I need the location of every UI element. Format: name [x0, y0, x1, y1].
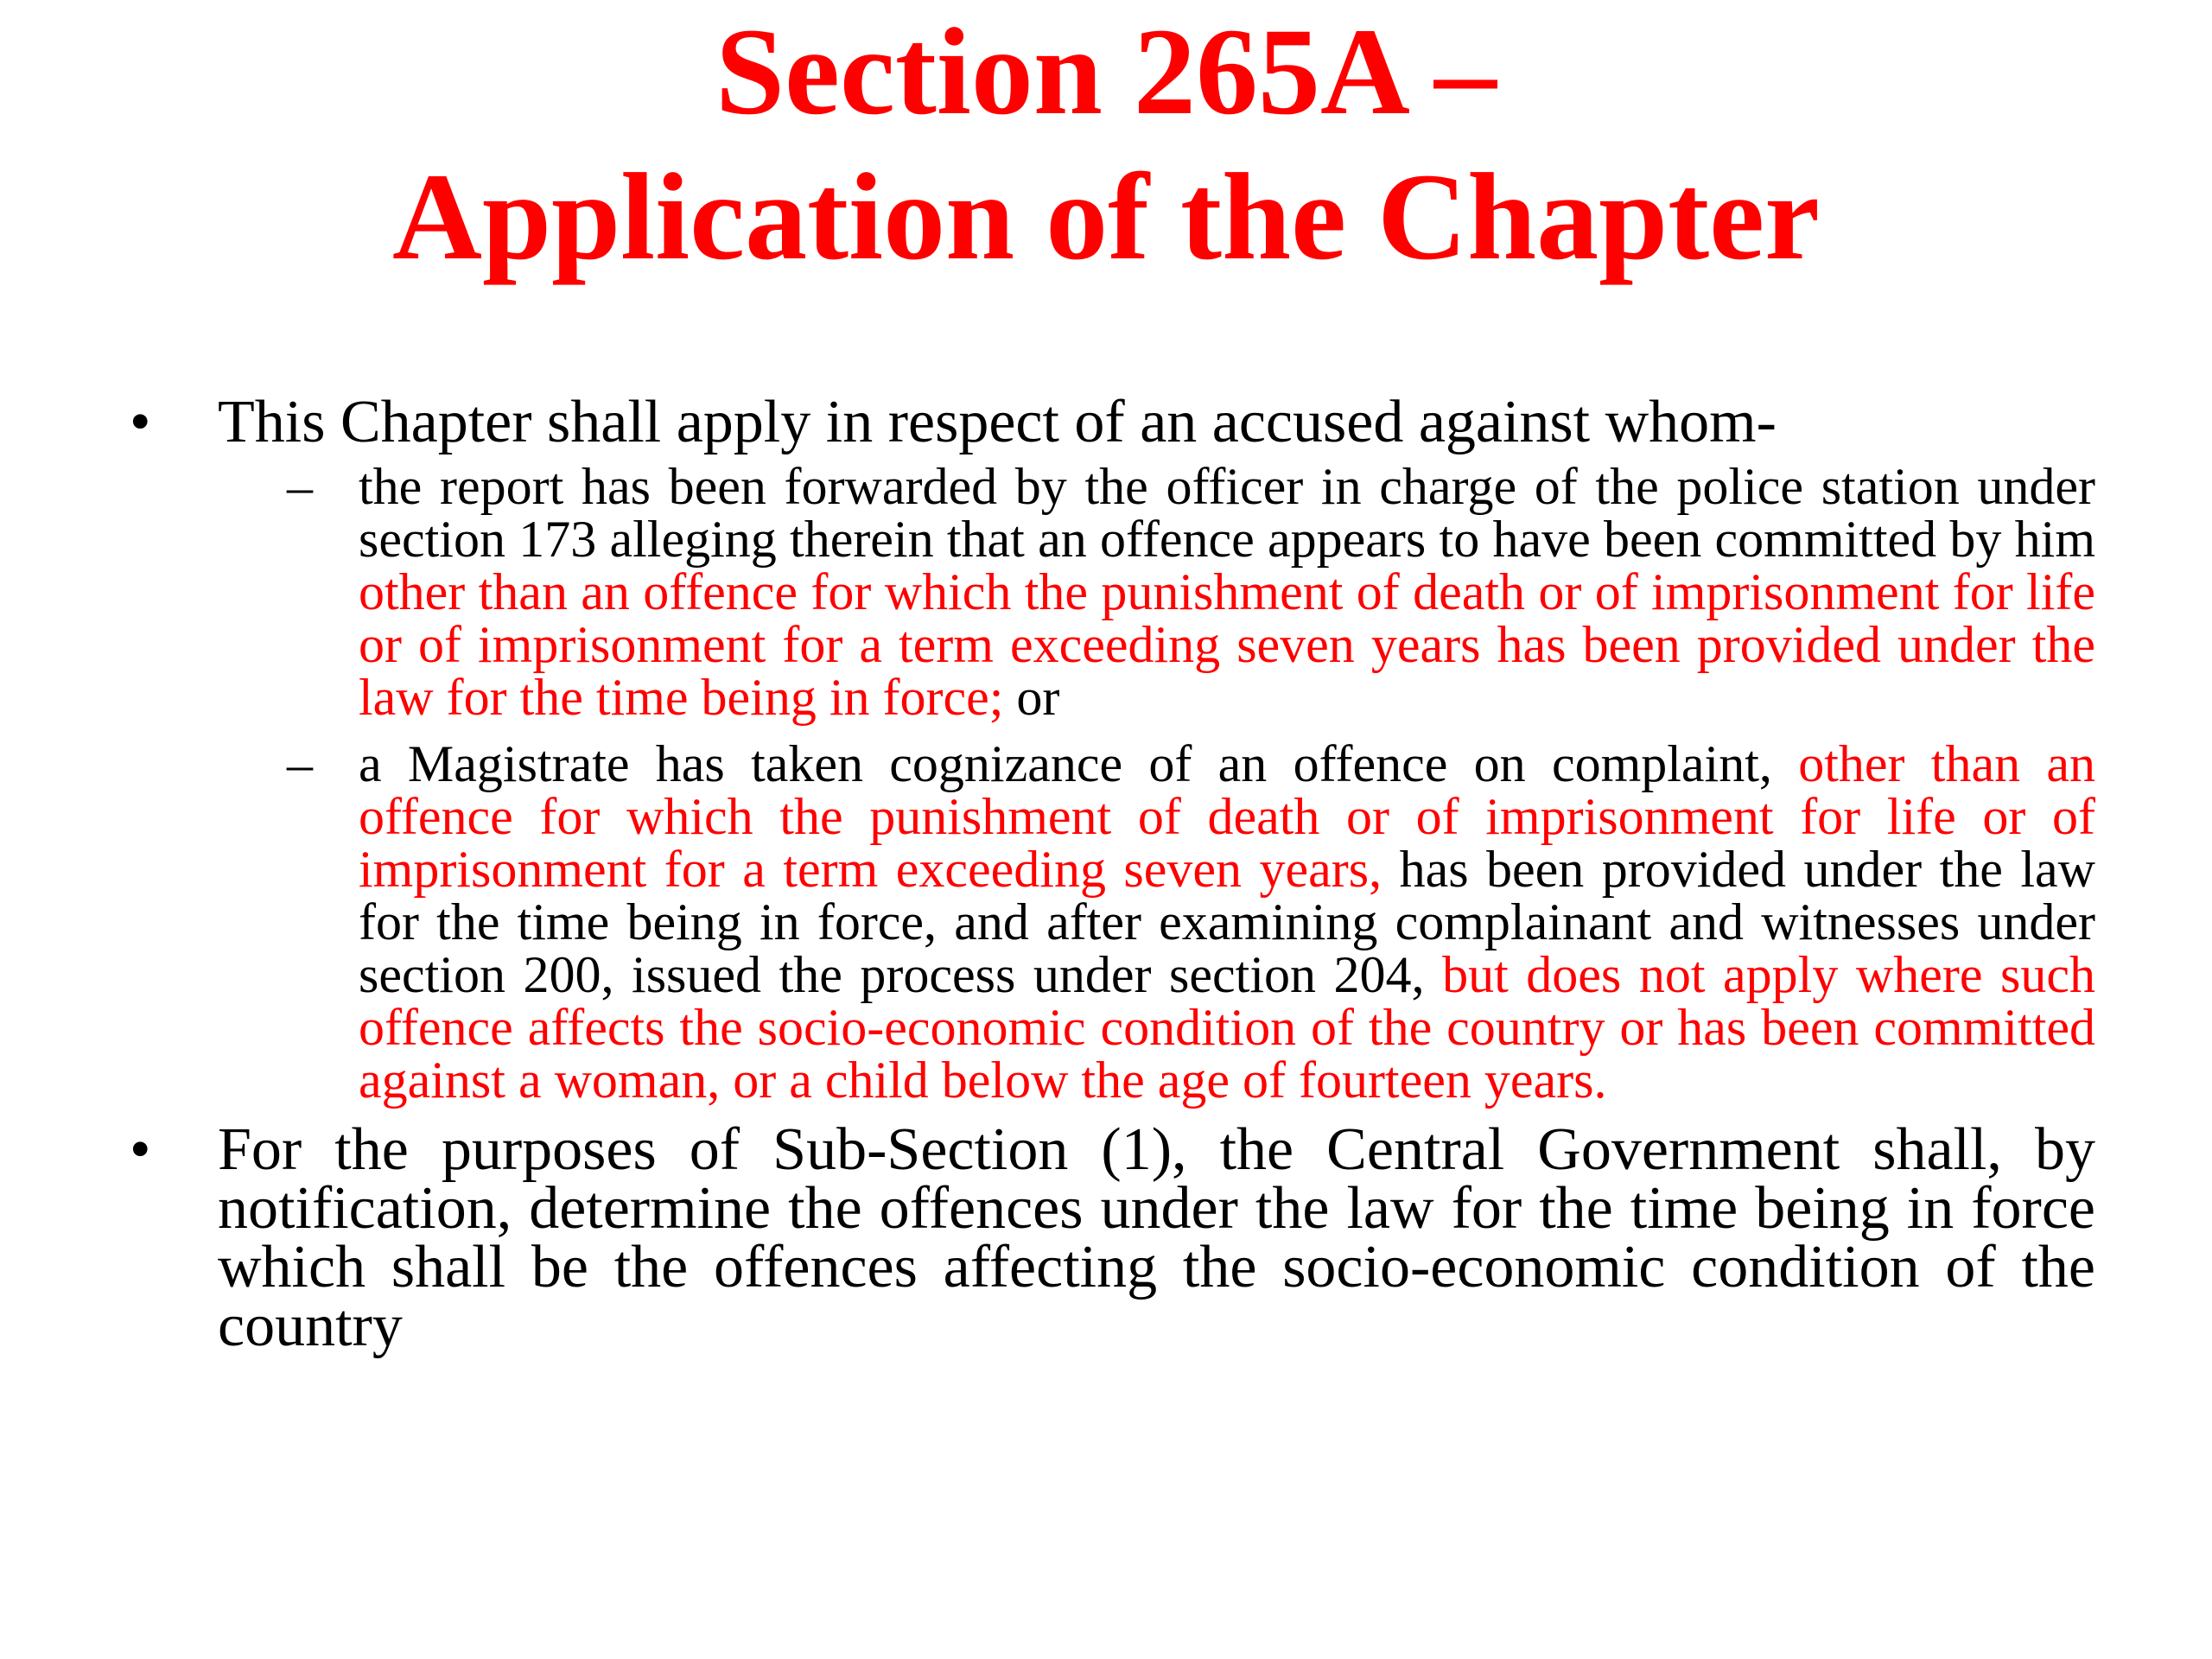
- sub-item-2: [130, 735, 2095, 1109]
- slide-title: [0, 0, 2212, 290]
- sub-item-highlight: other than an offence for which the punishment of death or of imprisonment for life or of imprisonment for a term exceeding seven years,: [359, 735, 2095, 898]
- bullet-text: This Chapter shall apply in respect of an accused against whom-: [218, 389, 1777, 455]
- bullet-marker: •: [130, 1116, 151, 1183]
- sub-item-marker: –: [287, 458, 313, 515]
- sub-item-text: a Magistrate has taken cognizance of an offence on complaint,: [359, 735, 1799, 792]
- sub-item-text: the report has been forwarded by the officer in charge of the police station under section 173 alleging therein that an offence appears to have been committed by him: [359, 458, 2095, 568]
- bullet-marker: •: [130, 389, 151, 455]
- sub-item-1: [130, 458, 2095, 726]
- sub-item-marker: –: [287, 735, 313, 792]
- sub-item-list: [130, 458, 2095, 1109]
- sub-item-highlight: but does not apply where such offence affects the socio-economic condition of the country or has been committed against a woman, or a child below the age of fourteen years.: [359, 946, 2095, 1109]
- slide-content: [130, 389, 2095, 1359]
- sub-item-text: has been provided under the law for the time being in force, and after examining complainant and witnesses under section 200, issued the process under section 204,: [359, 841, 2095, 1003]
- bullet-text: For the purposes of Sub-Section (1), the Central Government shall, by notification, determine the offences under the law for the time being in force which shall be the offences affecting the socio-economic condition of the country: [218, 1116, 2095, 1359]
- title-line-2: Application of the Chapter: [392, 149, 1820, 286]
- bullet-item-2: [130, 1116, 2095, 1359]
- sub-item-text: or: [1003, 669, 1060, 726]
- sub-item-highlight: other than an offence for which the punishment of death or of imprisonment for life or of imprisonment for a term exceeding seven years has been provided under the law for the time being in force;: [359, 563, 2095, 726]
- bullet-item-1: [130, 389, 2095, 455]
- title-line-1: Section 265A –: [715, 3, 1497, 141]
